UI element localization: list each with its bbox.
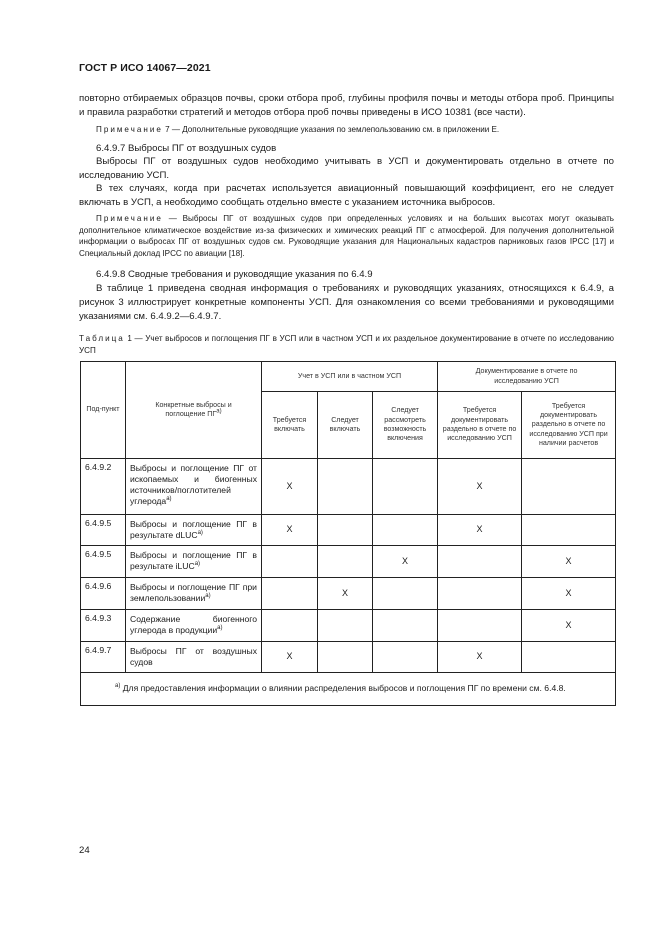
table-row [81, 459, 616, 515]
cell-should [318, 515, 373, 546]
row-description [126, 610, 262, 642]
cell-should [318, 642, 373, 673]
cell-required: X [262, 515, 318, 546]
cell-required: X [262, 642, 318, 673]
cell-should: X [318, 578, 373, 610]
cell-consider: X [373, 546, 438, 578]
table-row [81, 642, 616, 673]
section-6498-paragraph-1: В таблице 1 приведена сводная информация о требованиях и руководящих указаниях, относящихся к 6.4.9, а рисунок 3 иллюстрирует конкретные компоненты УСП. Для ознакомления со всеми требованиями и руководящими указаниями см. 6.4.9.2—6.4.9.7. [79, 283, 614, 322]
note-text: — Выбросы ПГ от воздушных судов при определенных условиях и на больших высотах могут оказывать дополнительное климатическое воздействие из-за физических и химических реакций ПГ с атмосферой. Для получения дополнительной информации о выбросах ПГ от воздушных судов см. Руководящие указания для Национальных кадастров парниковых газов IPCC [17] и Специальный доклад IPCC по авиации [18]. [79, 214, 615, 258]
header-doc-required: Требуется документировать раздельно в отчете по исследованию УСП [438, 392, 522, 459]
table-row [81, 515, 616, 546]
table-caption-label: Таблица [79, 334, 125, 343]
row-description-text: Выбросы ПГ от воздушных судов [130, 646, 257, 667]
table-row [81, 578, 616, 610]
table-row [81, 546, 616, 578]
table-footnote-row [81, 673, 616, 706]
cell-doc-required [438, 610, 522, 642]
row-footnote-ref: a) [217, 625, 223, 632]
cell-doc-required: X [438, 642, 522, 673]
row-description-text: Выбросы и поглощение ПГ в результате iLUC [130, 550, 257, 571]
section-6498-title: 6.4.9.8 Сводные требования и руководящие указания по 6.4.9 [96, 269, 373, 280]
header-specific-text: Конкретные выбросы и поглощение ПГ [155, 400, 232, 418]
cell-required [262, 578, 318, 610]
cell-required [262, 610, 318, 642]
header-specific-emissions [126, 362, 262, 459]
standard-header: ГОСТ Р ИСО 14067—2021 [79, 62, 211, 74]
section-6497-title: 6.4.9.7 Выбросы ПГ от воздушных судов [96, 143, 277, 154]
row-subclause: 6.4.9.7 [81, 642, 126, 673]
footnote-text: Для предоставления информации о влиянии распределения выбросов и поглощения ПГ по времени см. 6.4.8. [122, 682, 566, 693]
row-subclause: 6.4.9.5 [81, 546, 126, 578]
cell-consider [373, 515, 438, 546]
section-6497-paragraph-1: Выбросы ПГ от воздушных судов необходимо учитывать в УСП и документировать отдельно в отчете по исследованию УСП. [79, 156, 614, 181]
row-description [126, 642, 262, 673]
cell-doc-if-calculated [522, 515, 616, 546]
cell-consider [373, 642, 438, 673]
paragraph-text: повторно отбираемых образцов почвы, сроки отбора проб, глубины профиля почвы и методы отбора проб. Принципы и правила разработки стратегий и методов отбора проб почвы приведены в ИСО 10381 (все части). [79, 93, 614, 118]
cell-required: X [262, 459, 318, 515]
row-description-text: Выбросы и поглощение ПГ в результате dLUC [130, 519, 257, 540]
row-description [126, 515, 262, 546]
section-6497-paragraph-2: В тех случаях, когда при расчетах используется авиационный повышающий коэффициент, его не следует включать в УСП, а необходимо сообщать отдельно вместе с указанием источника выбросов. [79, 183, 614, 208]
cell-consider [373, 459, 438, 515]
row-footnote-ref: a) [205, 593, 211, 600]
table-caption [79, 333, 614, 356]
cell-should [318, 610, 373, 642]
note-aircraft [79, 213, 614, 259]
table-header-row-1 [81, 362, 616, 392]
row-subclause: 6.4.9.3 [81, 610, 126, 642]
note-7 [79, 124, 614, 136]
page-number: 24 [79, 845, 90, 856]
header-footnote-ref: a) [216, 408, 222, 415]
row-description-text: Содержание биогенного углерода в продукции [130, 614, 257, 635]
cell-required [262, 546, 318, 578]
note-label: Примечание [96, 214, 163, 223]
cell-should [318, 459, 373, 515]
row-description [126, 459, 262, 515]
header-group-accounting: Учет в УСП или в частном УСП [262, 362, 438, 392]
cell-doc-if-calculated: X [522, 546, 616, 578]
header-consider: Следует рассмотреть возможность включения [373, 392, 438, 459]
cell-doc-if-calculated [522, 459, 616, 515]
summary-table [80, 361, 616, 706]
cell-doc-required: X [438, 459, 522, 515]
table-caption-text: 1 — Учет выбросов и поглощения ПГ в УСП или в частном УСП и их раздельное документирование в отчете по исследованию УСП [79, 334, 614, 355]
footnote-marker: a) [115, 682, 121, 689]
row-subclause: 6.4.9.5 [81, 515, 126, 546]
table-footnote [81, 673, 616, 706]
row-description [126, 546, 262, 578]
cell-consider [373, 610, 438, 642]
cell-should [318, 546, 373, 578]
header-doc-if-calculated: Требуется документировать раздельно в отчете по исследованию УСП при наличии расчетов [522, 392, 616, 459]
cell-doc-if-calculated: X [522, 578, 616, 610]
header-subclause: Под-пункт [81, 362, 126, 459]
row-footnote-ref: a) [194, 561, 201, 568]
row-description-text: Выбросы и поглощение ПГ при землепользовании [130, 582, 257, 603]
table-row [81, 610, 616, 642]
row-footnote-ref: a) [166, 496, 172, 503]
cell-doc-if-calculated: X [522, 610, 616, 642]
note-text: 7 — Дополнительные руководящие указания по землепользованию см. в приложении Е. [165, 125, 500, 134]
cell-consider [373, 578, 438, 610]
row-description [126, 578, 262, 610]
paragraph-soil-sampling [79, 92, 614, 120]
cell-doc-required [438, 578, 522, 610]
row-subclause: 6.4.9.2 [81, 459, 126, 515]
cell-doc-required: X [438, 515, 522, 546]
note-label: Примечание [96, 125, 163, 134]
row-footnote-ref: a) [197, 530, 203, 537]
cell-doc-if-calculated [522, 642, 616, 673]
row-description-text: Выбросы и поглощение ПГ от ископаемых и биогенных источников/поглотителей углерода [130, 463, 257, 506]
header-required: Требуется включать [262, 392, 318, 459]
row-subclause: 6.4.9.6 [81, 578, 126, 610]
header-group-documenting: Документирование в отчете по исследованию УСП [438, 362, 616, 392]
cell-doc-required [438, 546, 522, 578]
header-should: Следует включать [318, 392, 373, 459]
